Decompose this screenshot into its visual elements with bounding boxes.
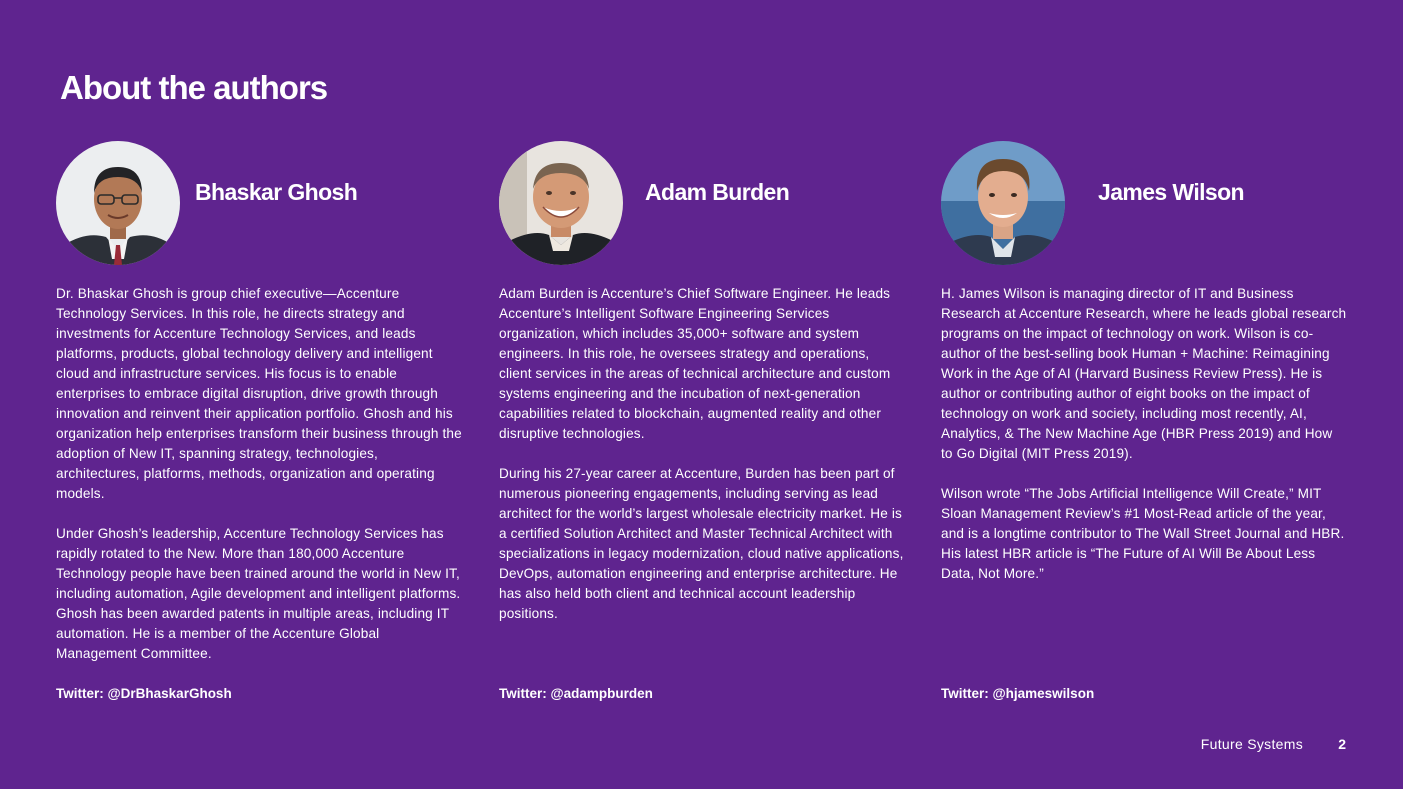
author-photo [56,141,180,265]
author-name: James Wilson [1098,179,1244,205]
author-name: Adam Burden [645,179,790,205]
bio-paragraph: H. James Wilson is managing director of IT and Business Research at Accenture Research, where he leads global research programs on the impact of technology on work. Wilson is co-author of the best-selling book Human + Machine: Reimagining Work in the Age of AI (Harvard Business Review Press). He is author or contributing author of eight books on the impact of technology on work and society, including most recently, AI, Analytics, & The New Machine Age (HBR Press 2019) and How to Go Digital (MIT Press 2019). [941,286,1347,461]
bio-paragraph: Wilson wrote “The Jobs Artificial Intelligence Will Create,” MIT Sloan Management Review’s #1 Most-Read article of the year, and is a longtime contributor to The Wall Street Journal and HBR. His latest HBR article is “The Future of AI Will Be About Less Data, Not More.” [941,486,1345,581]
author-bio [56,284,462,684]
bio-paragraph: Adam Burden is Accenture’s Chief Software Engineer. He leads Accenture’s Intelligent Software Engineering Services organization, which includes 35,000+ software and system engineers. In this role, he oversees strategy and operations, client services in the areas of technical architecture and custom systems engineering and the incubation of next-generation capabilities related to blockchain, augmented reality and other disruptive technologies. [499,286,891,441]
bio-paragraph: Dr. Bhaskar Ghosh is group chief executive—Accenture Technology Services. In this role, he directs strategy and investments for Accenture Technology Services, and leads platforms, products, global technology delivery and intelligent cloud and infrastructure services. His focus is to enable enterprises to embrace digital disruption, drive growth through innovation and reinvent their application portfolio. Ghosh and his organization help enterprises transform their business through the adoption of New IT, spanning strategy, technologies, architectures, platforms, methods, organization and operating models. [56,286,462,501]
twitter-handle[interactable]: Twitter: @DrBhaskarGhosh [56,686,232,701]
author-photo [941,141,1065,265]
twitter-handle[interactable]: Twitter: @adampburden [499,686,653,701]
twitter-handle[interactable]: Twitter: @hjameswilson [941,686,1095,701]
author-bio [499,284,905,644]
footer-label: Future Systems [1200,736,1303,752]
author-photo [499,141,623,265]
author-bio [941,284,1347,604]
page-number: 2 [1338,736,1346,752]
bio-paragraph: During his 27-year career at Accenture, Burden has been part of numerous pioneering engagements, including serving as lead architect for the world’s largest wholesale electricity market. He is a certified Solution Architect and Master Technical Architect with specializations in legacy modernization, cloud native applications, DevOps, automation engineering and enterprise architecture. He has also held both client and technical account leadership positions. [499,466,904,621]
author-name: Bhaskar Ghosh [195,179,358,205]
bio-paragraph: Under Ghosh’s leadership, Accenture Technology Services has rapidly rotated to the New. More than 180,000 Accenture Technology people have been trained around the world in New IT, including automation, Agile development and intelligent platforms. Ghosh has been awarded patents in multiple areas, including IT automation. He is a member of the Accenture Global Management Committee. [56,526,461,661]
page-title: About the authors [60,69,328,106]
